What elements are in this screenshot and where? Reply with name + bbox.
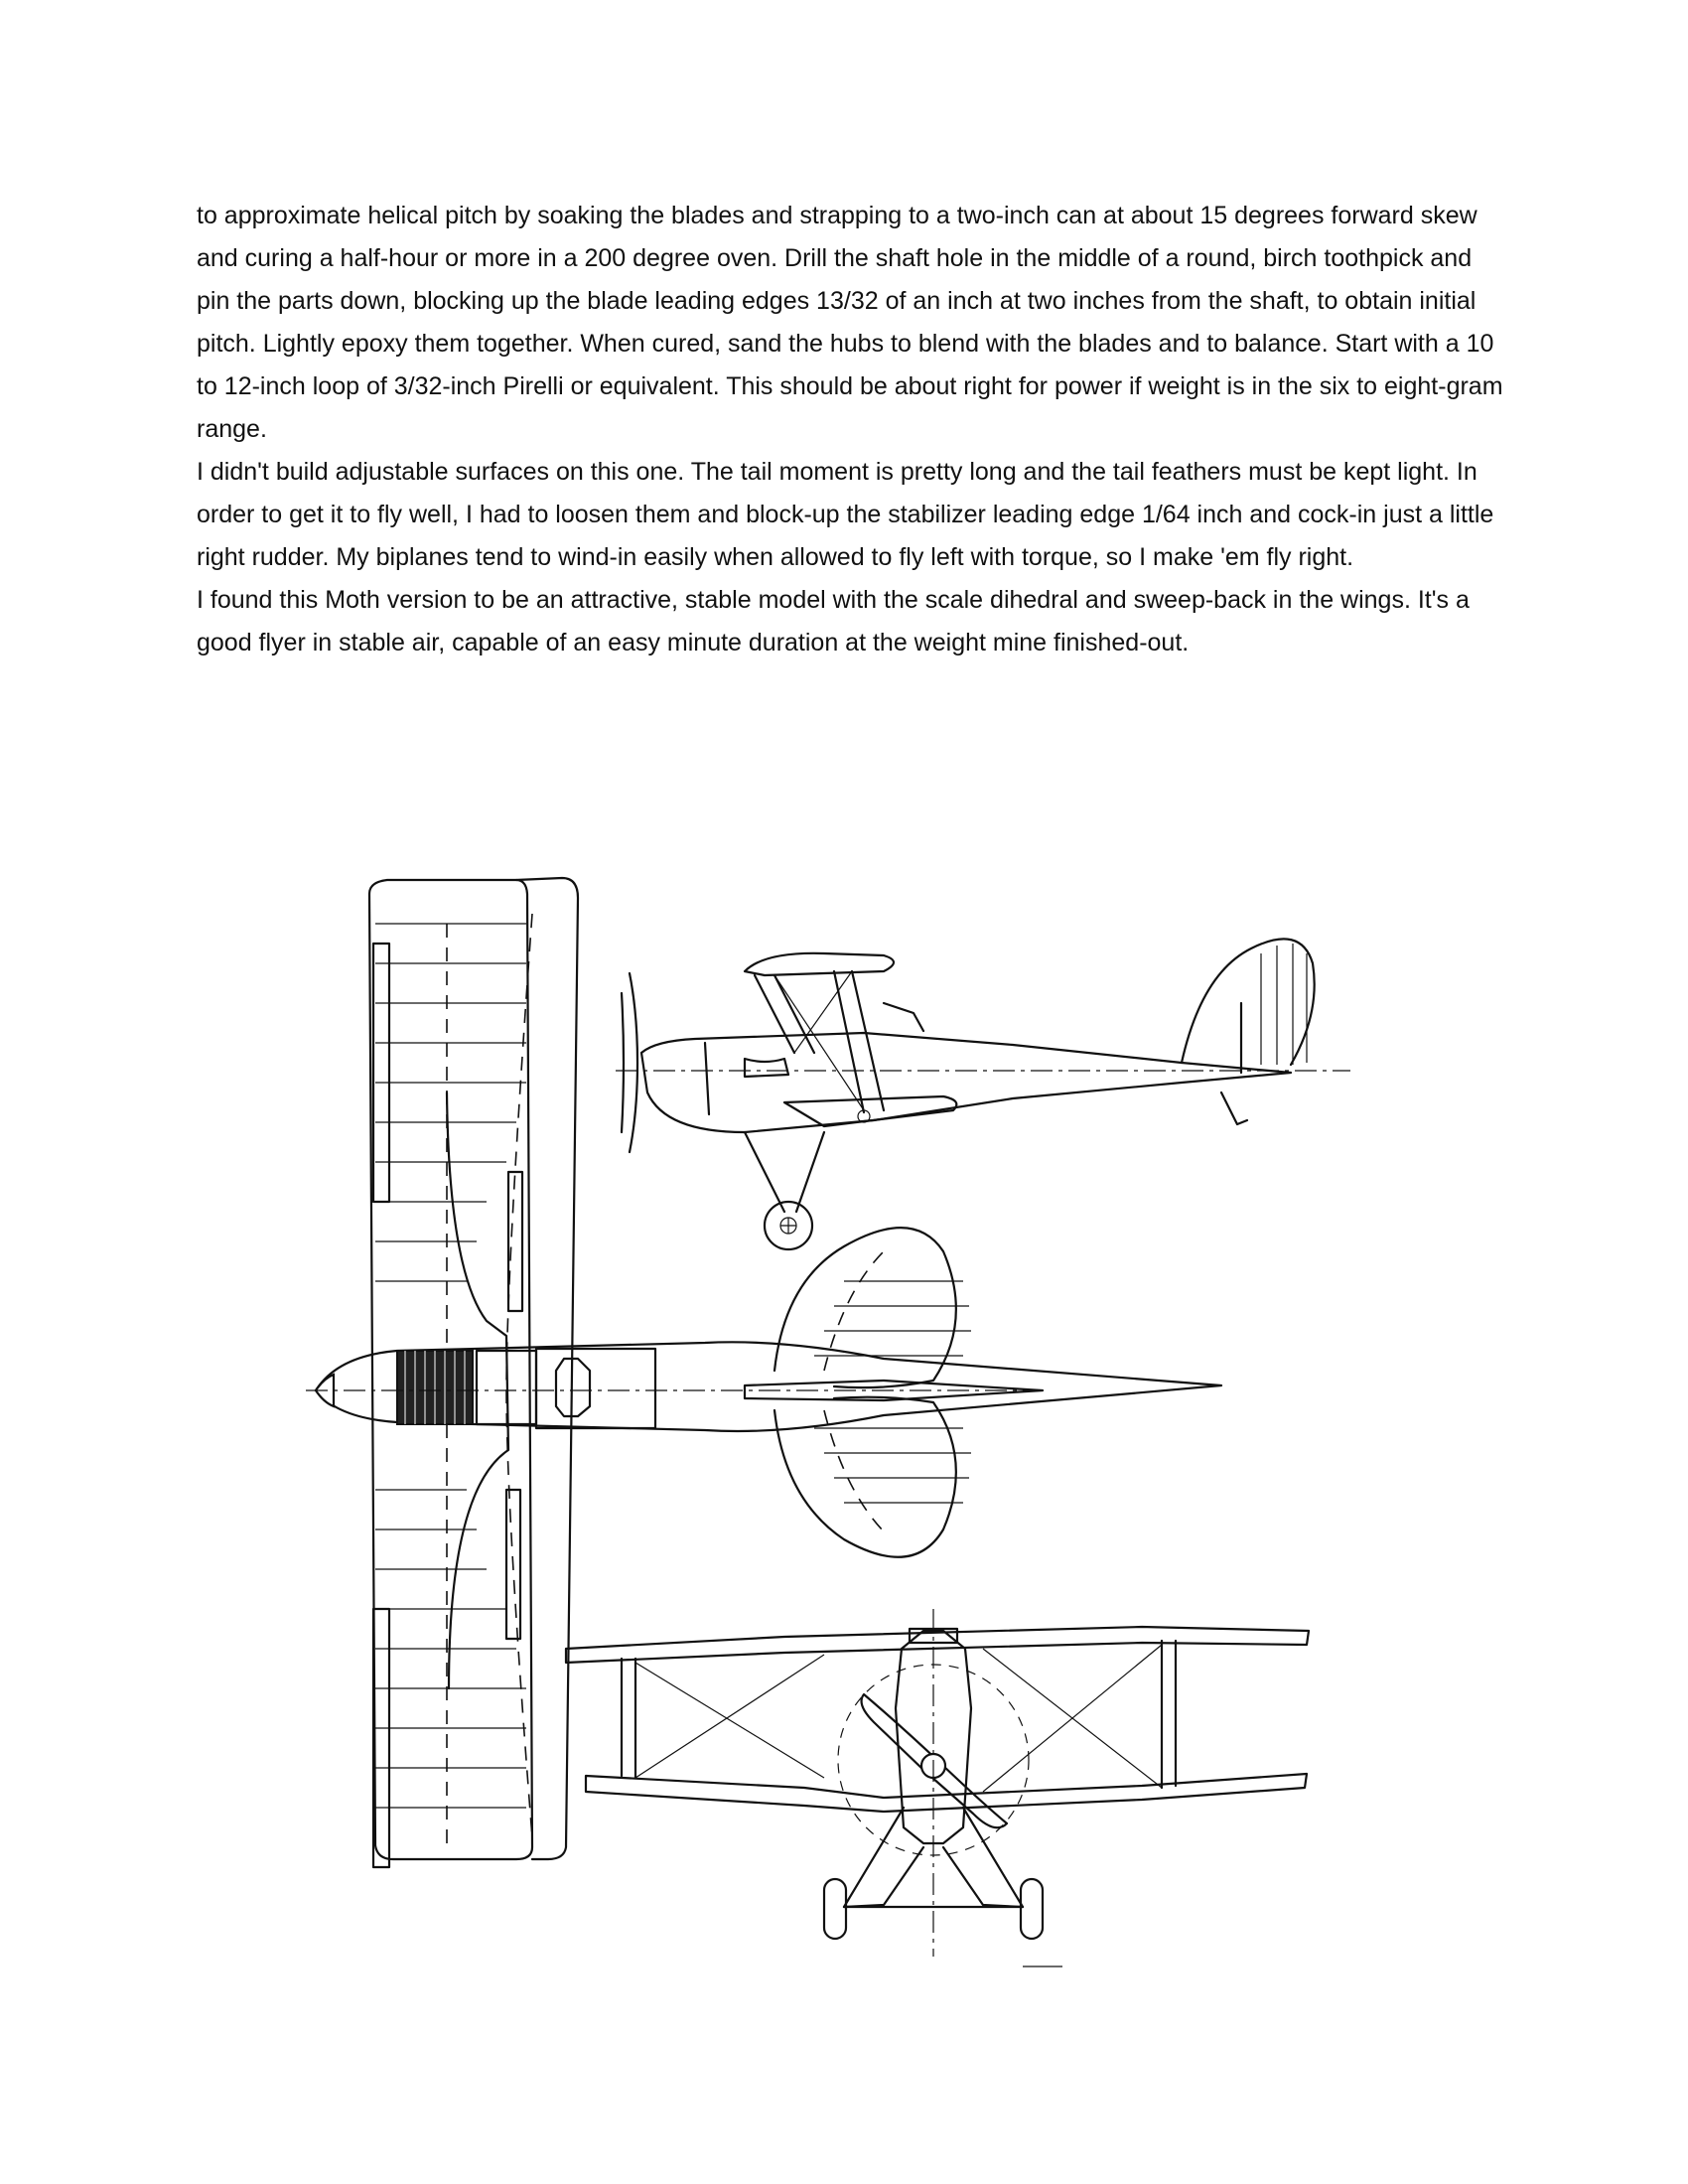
top-view bbox=[306, 878, 1221, 1867]
paragraph-propeller: to approximate helical pitch by soaking the blades and strapping to a two-inch can at about 15 degrees forward skew and curing a half-hour or more in a 200 degree oven. Drill the shaft hole in the middle of a round, birch toothpick and pin the parts down, blocking up the blade leading edges 13/32 of an inch at two inches from the shaft, to obtain initial pitch. Lightly epoxy them together. When cured, sand the hubs to blend with the blades and to balance. Start with a 10 to 12-inch loop of 3/32-inch Pirelli or equivalent. This should be about right for power if weight is in the six to eight-gram range. bbox=[197, 202, 1503, 443]
side-view bbox=[616, 939, 1350, 1249]
article-text bbox=[197, 195, 1507, 664]
three-view-drawing bbox=[189, 854, 1440, 1986]
front-view bbox=[566, 1609, 1309, 1966]
paragraph-summary: I found this Moth version to be an attractive, stable model with the scale dihedral and sweep-back in the wings. It's a good flyer in stable air, capable of an easy minute duration at the weight mine finished-out. bbox=[197, 586, 1470, 656]
paragraph-trim: I didn't build adjustable surfaces on this one. The tail moment is pretty long and the tail feathers must be kept light. In order to get it to fly well, I had to loosen them and block-up the stabilizer leading edge 1/64 inch and cock-in just a little right rudder. My biplanes tend to wind-in easily when allowed to fly left with torque, so I make 'em fly right. bbox=[197, 458, 1494, 571]
